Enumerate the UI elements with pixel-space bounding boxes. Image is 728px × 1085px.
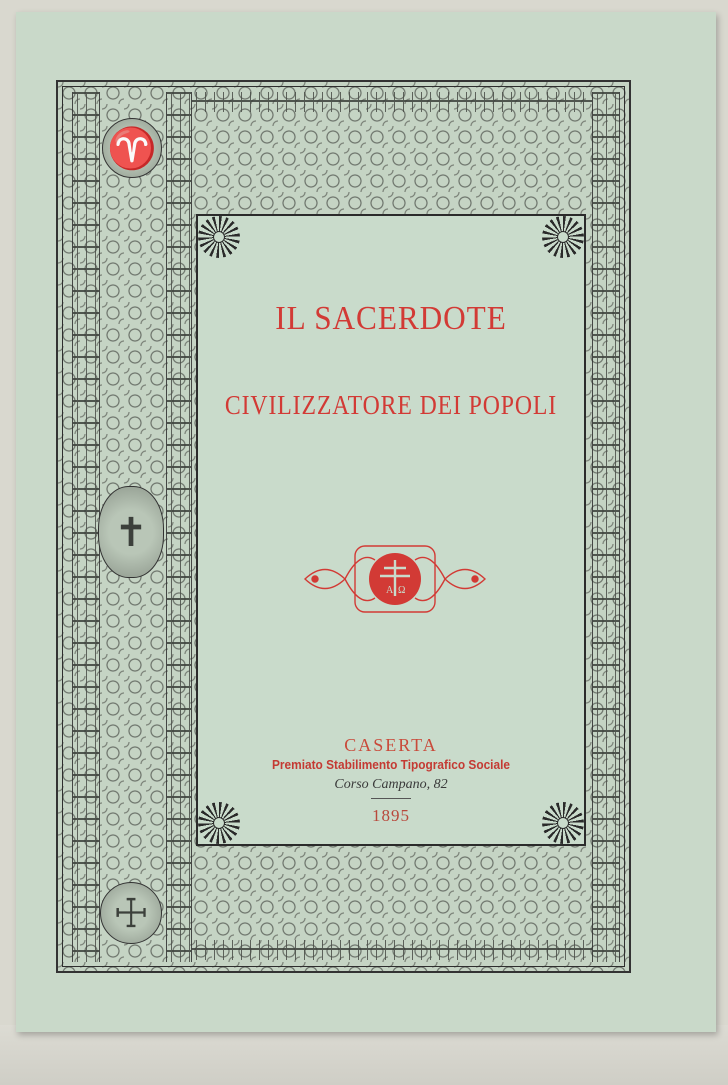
divider — [371, 798, 411, 799]
left-strip — [72, 92, 100, 962]
saint-icon: ☩ — [100, 882, 162, 944]
madonna-icon: ✝ — [98, 486, 164, 578]
title-line-2: CIVILIZZATORE DEI POPOLI — [224, 390, 558, 420]
svg-text:Ω: Ω — [398, 585, 406, 596]
cross-emblem-icon — [300, 540, 490, 618]
bottom-strip — [192, 940, 592, 960]
lamb-icon: ♈ — [102, 118, 162, 178]
fan-ornament-icon — [198, 216, 240, 258]
top-strip — [192, 92, 592, 112]
table-surface — [0, 1025, 728, 1085]
imprint-address: Corso Campano, 82 — [334, 777, 448, 792]
title-line-1: IL SACERDOTE — [275, 300, 507, 337]
fan-ornament-icon — [542, 216, 584, 258]
left-inner-strip — [166, 92, 192, 962]
publication-year: 1895 — [372, 806, 410, 825]
right-strip — [592, 92, 620, 962]
imprint-printer: Premiato Stabilimento Tipografico Sociale — [271, 758, 511, 772]
svg-text:A: A — [386, 585, 394, 596]
imprint-city: CASERTA — [344, 735, 438, 755]
